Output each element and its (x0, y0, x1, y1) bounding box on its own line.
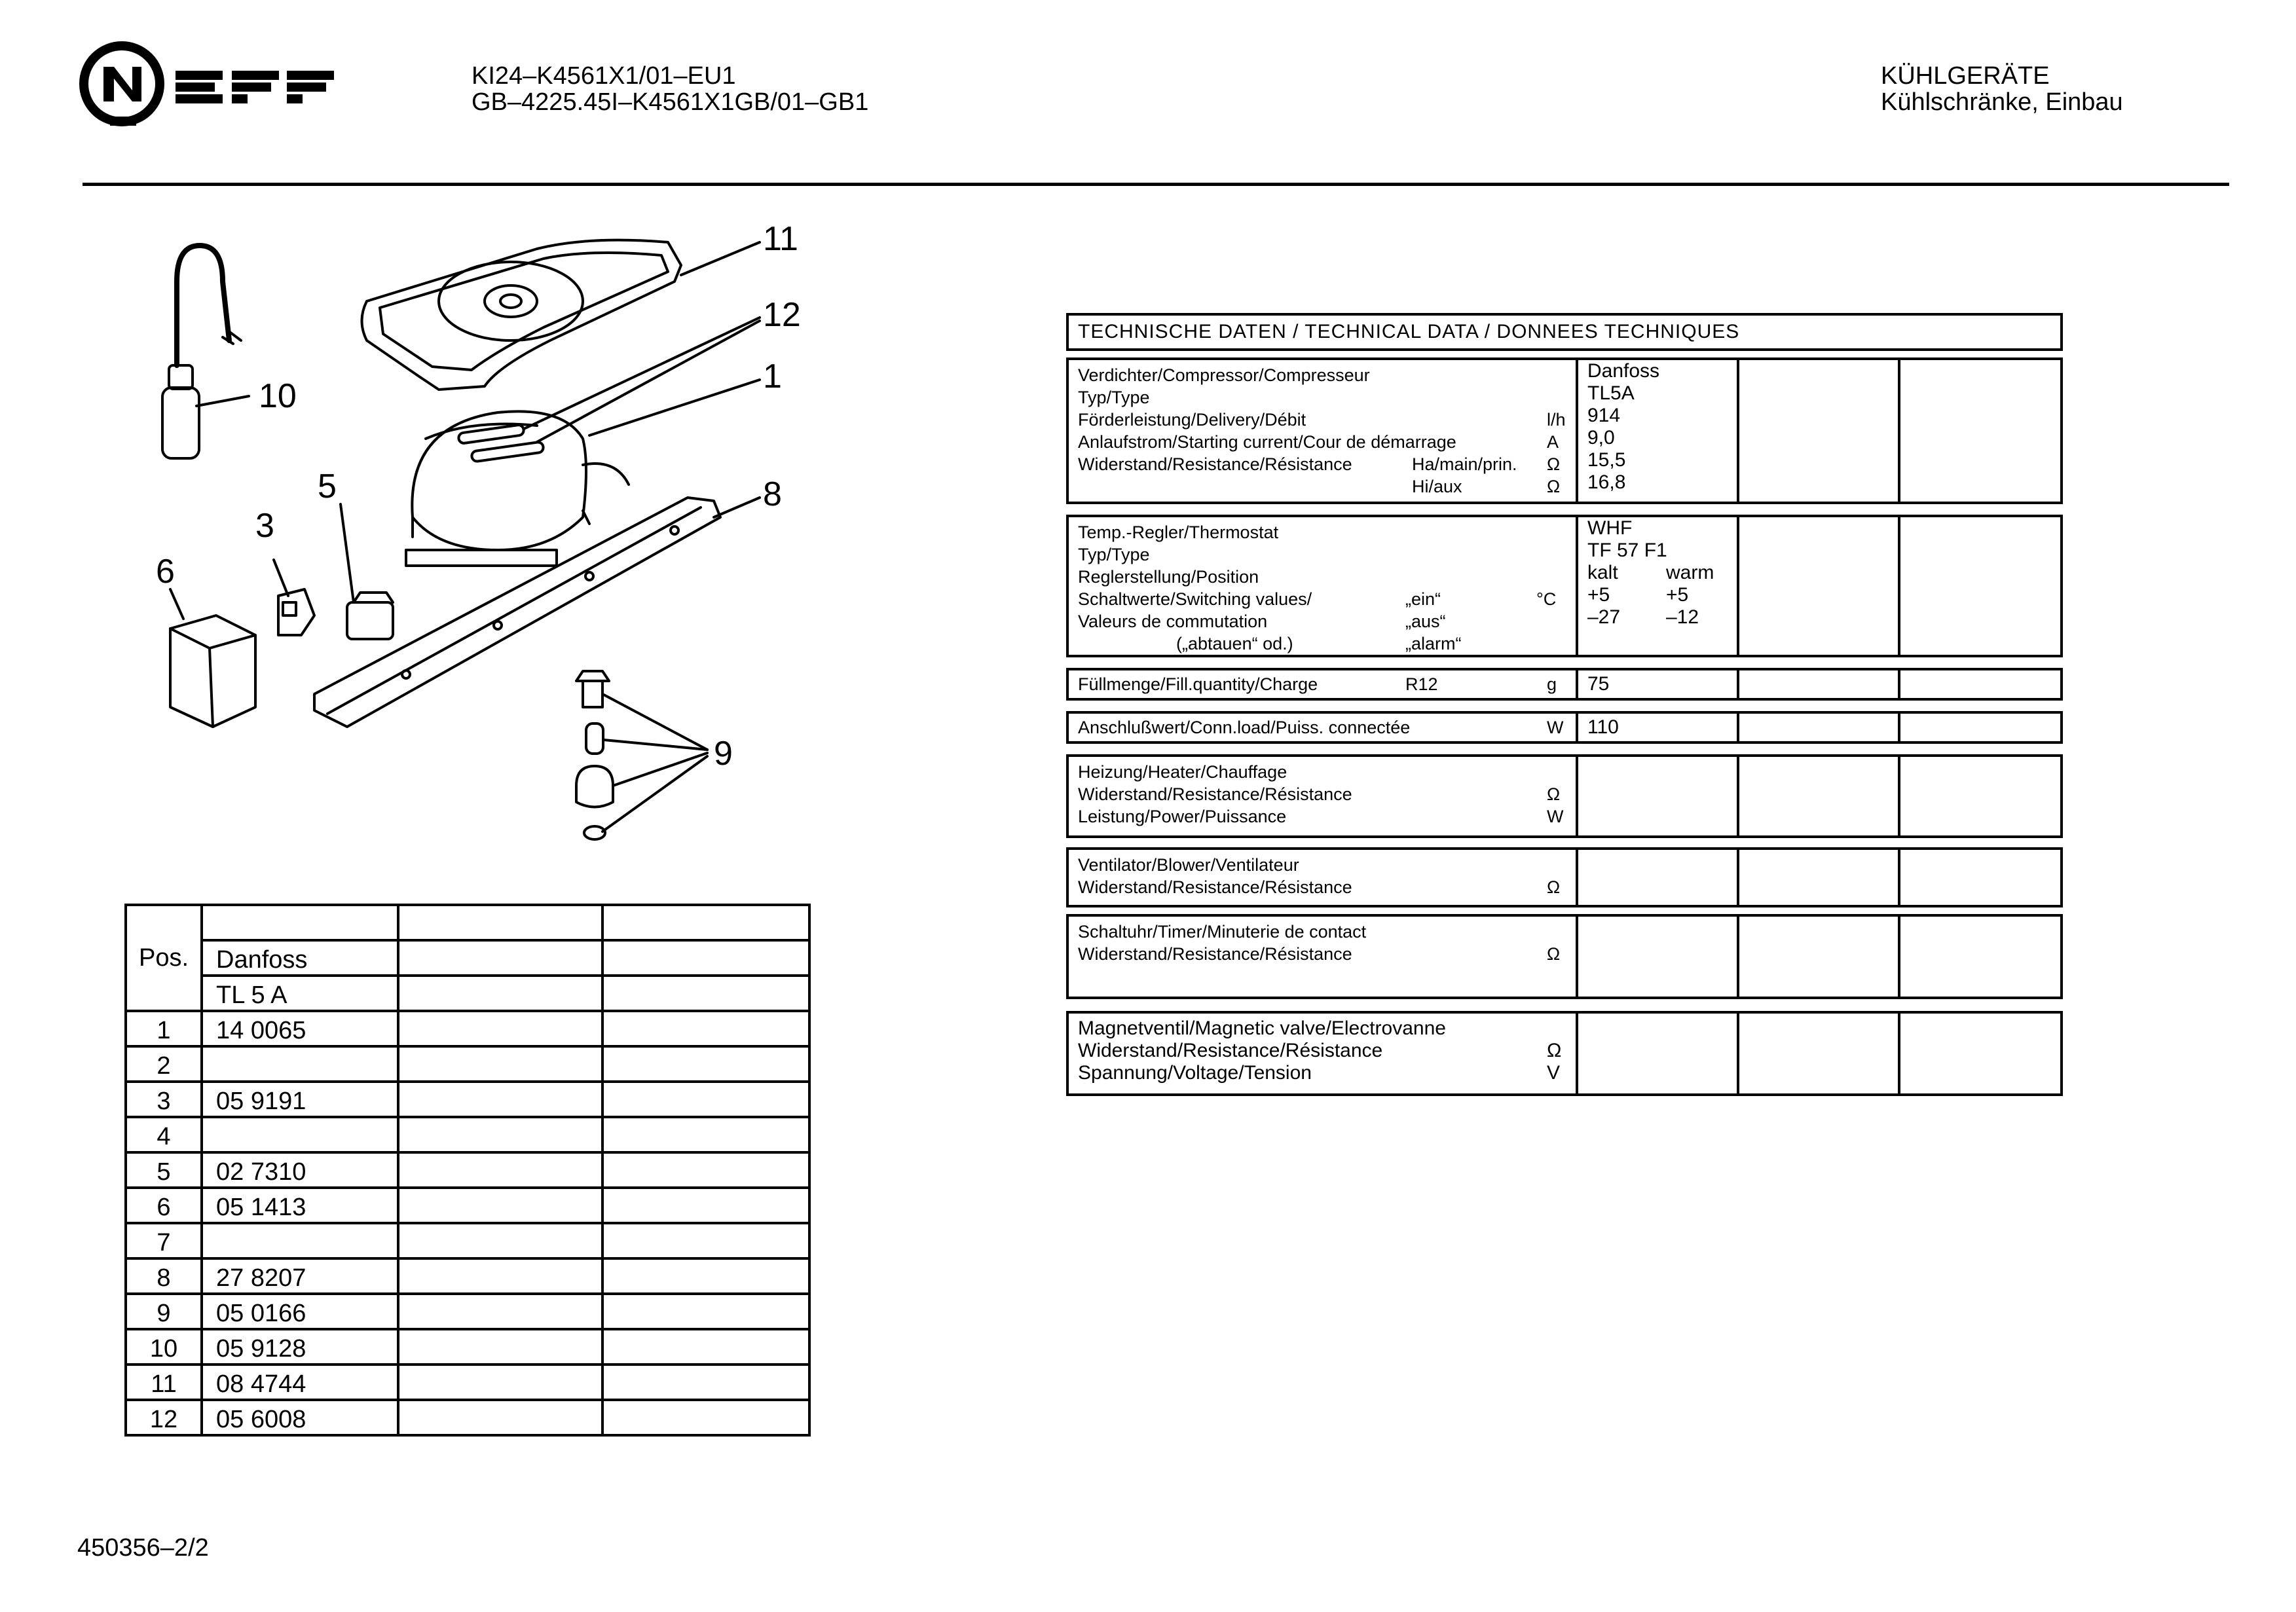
magnetic-valve-block: Magnetventil/Magnetic valve/Electrovanne Widerstand/Resistance/Résistance Ω Spannung/Voltage/Tension V (1066, 1011, 2063, 1096)
callout-3: 3 (255, 507, 274, 545)
drip-tray-icon (362, 240, 682, 390)
thermostat-block: Temp.-Regler/Thermostat Typ/Type Reglerstellung/Position Schaltwerte/Switching values/ „ein“ °C Valeurs de commutation „aus“ („abtauen“ od.) „alarm“ WHF TF 57 F1 kalt warm +5 +5 –27 –12 (1066, 515, 2063, 657)
head-make: Danfoss (202, 940, 398, 976)
table-row: 6 05 1413 (126, 1188, 809, 1223)
table-row: 9 05 0166 (126, 1294, 809, 1329)
blower-block: Ventilator/Blower/Ventilateur Widerstand/Resistance/Résistance Ω (1066, 847, 2063, 907)
cover-icon (170, 615, 255, 727)
exploded-parts-diagram (131, 210, 884, 864)
document-number: 450356–2/2 (77, 1534, 209, 1562)
table-row: 5 02 7310 (126, 1152, 809, 1188)
heater-block: Heizung/Heater/Chauffage Widerstand/Resistance/Résistance Ω Leistung/Power/Puissance W (1066, 754, 2063, 838)
category-line-2: Kühlschränke, Einbau (1881, 88, 2123, 116)
category (1881, 63, 2123, 115)
table-row: 2 (126, 1046, 809, 1082)
thermostat-values: WHF TF 57 F1 kalt warm +5 +5 –27 –12 (1578, 517, 1739, 655)
technical-data-title: TECHNISCHE DATEN / TECHNICAL DATA / DONNEES TECHNIQUES (1066, 313, 2063, 351)
callout-5: 5 (318, 467, 337, 505)
callout-1: 1 (763, 357, 782, 395)
callout-12: 12 (763, 296, 801, 334)
table-row (126, 976, 809, 1011)
table-row: 4 (126, 1117, 809, 1152)
model-line-1: KI24–K4561X1/01–EU1 (472, 62, 736, 90)
neff-logo-icon (77, 39, 352, 131)
pos-header: Pos. (126, 905, 202, 1011)
callout-6: 6 (156, 553, 175, 591)
table-row: 8 27 8207 (126, 1258, 809, 1294)
compressor-values: Danfoss TL5A 914 9,0 15,5 16,8 (1578, 360, 1739, 502)
table-row: 7 (126, 1223, 809, 1258)
head-type: TL 5 A (202, 976, 398, 1011)
base-rail-icon (314, 498, 720, 727)
fill-quantity-row: Füllmenge/Fill.quantity/Charge R12 g 75 (1066, 668, 2063, 701)
model-numbers (472, 63, 868, 115)
category-line-1: KÜHLGERÄTE (1881, 62, 2050, 90)
cable-icon (162, 246, 241, 458)
brand-logo (77, 39, 352, 134)
table-row: 3 05 9191 (126, 1082, 809, 1117)
table-row: 1 14 0065 (126, 1011, 809, 1046)
compressor-block: Verdichter/Compressor/Compresseur Typ/Type Förderleistung/Delivery/Débit l/h Anlaufstrom/Starting current/Cour de démarrage A Widerstand/Resistance/Résistance Ha/main/prin. Ω Hi/aux Ω Danfoss TL5A 914 9,0 15,5 16,8 (1066, 357, 2063, 504)
header-rule (83, 183, 2229, 186)
table-row: 10 05 9128 (126, 1329, 809, 1365)
callout-11: 11 (763, 220, 798, 258)
table-row: 11 08 4744 (126, 1365, 809, 1400)
table-row: 12 05 6008 (126, 1400, 809, 1435)
table-row (126, 905, 809, 940)
callout-9: 9 (714, 735, 733, 773)
connected-load-row: Anschlußwert/Conn.load/Puiss. connectée W 110 (1066, 711, 2063, 744)
timer-block: Schaltuhr/Timer/Minuterie de contact Widerstand/Resistance/Résistance Ω (1066, 914, 2063, 999)
callout-10: 10 (259, 377, 297, 415)
parts-table (124, 904, 811, 1437)
callout-8: 8 (763, 475, 782, 513)
model-line-2: GB–4225.45I–K4561X1GB/01–GB1 (472, 88, 869, 116)
overload-icon (278, 589, 314, 635)
table-row (126, 940, 809, 976)
